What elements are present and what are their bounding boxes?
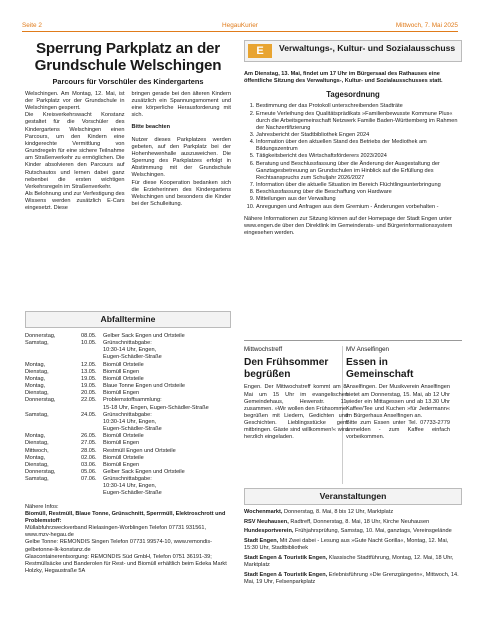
waste-cell: Gelber Sack Engen und Ortsteile [103,468,185,475]
lead-para-3: Als Belohnung und zur Verfestigung des Wissens werden zusätzlich E-Cars eingesetzt. Diese [25,191,125,212]
issue-date: Mittwoch, 7. Mai 2025 [395,22,458,29]
waste-cell: 26.05. [81,433,97,440]
committee-title: Verwaltungs-, Kultur- und Sozialausschuss [279,43,456,53]
waste-cell: Biomüll Ortsteile [103,361,144,368]
waste-cell: 10:30-14 Uhr, Engen, [103,483,157,490]
mittwochstreff-headline: Den Frühsommer begrüßen [244,356,329,380]
waste-cell [81,426,103,433]
waste-row [25,469,231,476]
waste-cell: Montag, [25,383,46,390]
waste-cell: Dienstag, [25,368,49,375]
mv-text: Anselfingen. Der Musikverein Anselfingen bietet am Donnerstag, 15. Mai, ab 12 Uhr wieder ein Mittagessen und ab 13.30 Uhr Kaffee/Tee und Kuchen »für Jedermann« im Bürgerhaus Anselfingen an. [346,384,450,419]
agenda-title: Tagesordnung [326,90,380,100]
committee-intro: Am Dienstag, 13. Mai, findet um 17 Uhr im Bürgersaal des Rathauses eine öffentliche Sitzung des Verwaltungs-, Kultur- und Sozialausschusses statt. [244,71,443,85]
agenda-item: 7. Information über die aktuelle Situation im Bereich Flüchtlingsunterbringung [256,182,462,189]
waste-row [25,354,231,361]
mittwochstreff-text: Engen. Der Mittwochstreff kommt am 8. Mai um 15 Uhr im evangelischen Gemeindehaus, Hewenstr. 11, zusammen. »Wir wollen den Frühsommer begrüßen mit Liedern, Gedichten und Geschichten. Lieblingsstücke gern mitbringen. Gäste sind willkommen!« wird herzlich eingeladen. [244,384,348,441]
waste-cell: 27.05. [81,440,97,447]
waste-schedule-table [25,333,231,498]
waste-cell [81,405,103,412]
waste-row [25,433,231,440]
waste-cell: Montag, [25,361,46,368]
event-item [244,519,462,526]
lead-para-4: bringen gerade bei den älteren Kindern zusätzlich ein Spannungsmoment und eine körperliche Herausforderung mit sich. [131,90,231,119]
section-divider [244,340,462,341]
lead-para-1: Welschingen. Am Montag, 12. Mai, ist der Parkplatz vor der Grundschule in Welschingen gesperrt. [25,90,125,112]
waste-row [25,476,231,483]
lead-headline: Sperrung Parkplatz an der Grundschule Welschingen [34,40,222,75]
waste-cell: Biomüll Engen [103,461,140,468]
event-organizer: RSV Neuhausen, [244,518,289,525]
waste-cell [81,347,103,354]
event-item [244,538,462,552]
waste-cell [25,490,81,497]
event-details: Erlebnisführung »Die Grenzgängerin«, Mittwoch, 14. Mai, 19 Uhr, Felsenparkplatz [244,571,459,585]
waste-row [25,419,231,426]
event-organizer: Wochenmarkt, [244,509,283,515]
waste-cell: Montag, [25,454,46,461]
waste-cell [25,426,81,433]
waste-cell: 12.05. [81,361,97,368]
waste-cell [81,354,103,361]
waste-cell: Grünschnittabgabe: [103,411,152,418]
waste-row [25,440,231,447]
waste-cell [81,419,103,426]
page-header [22,22,458,32]
agenda-item: 10. Anregungen und Anfragen aus dem Gremium - Änderungen vorbehalten - [256,204,462,211]
waste-cell: Problemstoffsammlung: [103,397,162,404]
waste-cell: 07.06. [81,476,97,483]
waste-row [25,483,231,490]
waste-cell [25,347,81,354]
event-organizer: Stadt Engen & Touristik Engen, [244,554,328,561]
waste-cell: 20.05. [81,390,97,397]
waste-row [25,405,231,412]
waste-cell: 22.05. [81,397,97,404]
waste-cell: Samstag, [25,340,49,347]
waste-cell: 15-18 Uhr, Engen, Eugen-Schädler-Straße [103,404,209,411]
waste-row [25,340,231,347]
waste-cell: 24.05. [81,411,97,418]
waste-row [25,448,231,455]
waste-schedule [25,311,231,575]
events-box [244,488,462,588]
waste-cell: Biomüll Ortsteile [103,375,144,382]
waste-row [25,347,231,354]
waste-cell: 10:30-14 Uhr, Engen, [103,418,157,425]
event-organizer: Stadt Engen, [244,537,279,544]
waste-cell [25,419,81,426]
event-organizer: Stadt Engen & Touristik Engen, [244,571,328,578]
waste-row [25,426,231,433]
event-item [244,528,462,535]
waste-cell [25,483,81,490]
agenda-item: 1. Bestimmung der das Protokoll unterschreibenden Stadträte [256,103,462,110]
waste-cell: 19.05. [81,383,97,390]
waste-cell: Montag, [25,375,46,382]
committee-outro: Nähere Informationen zur Sitzung können auf der Homepage der Stadt Engen unter www.engen.de über den Direktlink im Gemeinderats- und Bürgerinformationssystem eingesehen werden. [244,215,453,237]
waste-cell [81,483,103,490]
waste-cell [81,490,103,497]
publication-name: HegauKurier [222,22,258,29]
waste-cell: Donnerstag, [25,333,56,339]
events-list [244,509,462,586]
waste-info-1: Biomüll, Restmüll, Blaue Tonne, Grünschnitt, Sperrmüll, Elektroschrott und Problemstoff: [25,510,226,524]
waste-row [25,333,231,340]
event-item [244,555,462,569]
waste-row [25,455,231,462]
mv-text-2: Bitte zum Essen unter Tel. 07733-2779 anmelden - zum Kaffee einfach vorbeikommen. [346,420,450,441]
waste-cell: 10.05. [81,340,97,347]
event-item [244,572,462,586]
waste-info [25,504,231,576]
event-details: Donnerstag, 8. Mai, 8 bis 12 Uhr, Marktplatz [282,509,394,515]
agenda-item: 8. Beschlussfassung über die Beschaffung von Hardware [256,189,462,196]
article-mv-anselfingen [346,346,450,442]
waste-cell: Gelber Sack Engen und Ortsteile [103,333,185,339]
waste-cell: Eugen-Schädler-Straße [103,490,162,497]
waste-cell: Montag, [25,433,46,440]
committee-header [244,40,462,62]
waste-cell: 10:30-14 Uhr, Engen, [103,347,157,354]
waste-cell: 03.06. [81,461,97,468]
engen-logo-icon: E [248,44,272,58]
waste-cell: Biomüll Engen [103,440,140,447]
waste-cell [25,354,81,361]
waste-cell: Biomüll Engen [103,390,140,397]
waste-row [25,412,231,419]
waste-cell: 13.05. [81,368,97,375]
agenda-item: 4. Information über den aktuellen Stand des Betriebs der Mediothek am Bildungszentrum [256,139,462,153]
waste-cell: Eugen-Schädler-Straße [103,426,162,433]
waste-cell: Donnerstag, [25,468,56,475]
agenda-list [256,103,462,210]
waste-cell: Samstag, [25,411,49,418]
article-mittwochstreff [244,346,348,442]
mv-headline: Essen in Gemeinschaft [346,356,414,380]
lead-para-6: Nutzer dieses Parkplatzes werden gebeten, auf den Parkplatz bei der Hohenhewenhalle auszuweichen. Die Sperrung des Parkplatzes erfolgt in Abstimmung mit der Grundschule Welschingen. [131,136,231,179]
event-details: Klassische Stadtführung, Montag, 12. Mai, 18 Uhr, Marktplatz [244,554,454,568]
waste-cell: 05.06. [81,468,97,475]
event-details: Radtreff, Donnerstag, 8. Mai, 18 Uhr, Kirche Neuhausen [288,518,430,525]
waste-cell: Mittwoch, [25,447,49,454]
waste-cell: Biomüll Ortsteile [103,454,144,461]
waste-row [25,490,231,497]
lead-note-heading: Bitte beachten [131,124,171,131]
event-details: Frühjahrsprüfung, Samstag, 10. Mai, ganztags, Vereinsgelände [293,528,452,535]
waste-cell: Dienstag, [25,461,49,468]
mittwochstreff-kicker: Mittwochstreff [244,346,283,353]
waste-info-4: Glascontainerentsorgung: REMONDIS Süd GmbH, Telefon 0751 36191-39; Restmüllsäcke und Banderolen für Rest- und Biomüll erhältlich beim Edeka Markt Holzky, Hegaustraße 5A [25,553,227,574]
waste-cell: 02.06. [81,454,97,461]
waste-row [25,362,231,369]
lead-subheadline: Parcours für Vorschüler des Kindergartens [52,77,204,87]
waste-info-head: Nähere Infos: [25,503,59,510]
waste-row [25,462,231,469]
agenda-item: 5. Tätigkeitsbericht des Wirtschaftsförderers 2023/2024 [256,153,462,160]
waste-cell: Dienstag, [25,390,49,397]
page-number: Seite 2 [22,22,42,29]
waste-info-3: Gelbe Tonne: REMONDIS Singen Telefon 07731 99574-10, www.remondis-gelbetonne-lk-konstanz.de [25,539,212,553]
agenda-item: 3. Jahresbericht der Stadtbibliothek Engen 2024 [256,132,462,139]
event-details: Mit Zwei dabei - Lesung aus »Gute Nacht Gorilla«, Montag, 12. Mai, 15:30 Uhr, Stadtbibliothek [244,537,449,552]
waste-cell: Samstag, [25,476,49,483]
waste-cell: 19.05. [81,375,97,382]
lead-body [25,91,231,213]
events-title: Veranstaltungen [244,488,462,505]
lead-para-2: Die Kreisverkehrswacht Konstanz gestaltet für die Vorschüler des Kindergartens Welschingen einen Parcours, um den Kindern eine kindgerechte Vermittlung von Grundregeln für eine sichere Teilnahme am Straßenverkehr zu ermöglichen. Die Kinder absolvieren den Parcours auf Rutschautos und lernen dabei ganz nebenbei die ersten wichtigen Verkehrsregeln im Straßenverkehr. [25,112,125,190]
waste-cell: Biomüll Ortsteile [103,433,144,440]
agenda-item: 6. Beratung und Beschlussfassung über die Änderung der Ausgestaltung der Ganztagesbetreuung an Grundschulen im Hinblick auf die Erfüllung des Rechtsanspruchs zum Schuljahr 2026/2027 [256,161,462,182]
event-organizer: Hundesportverein, [244,528,294,535]
waste-cell: Grünschnittabgabe: [103,340,152,347]
waste-row [25,383,231,390]
waste-cell: 28.05. [81,447,97,454]
lead-article [25,40,231,212]
waste-cell [25,405,81,412]
waste-cell: Eugen-Schädler-Straße [103,354,162,361]
waste-cell: Dienstag, [25,440,49,447]
waste-cell: Restmüll Engen und Ortsteile [103,447,176,454]
waste-info-2: Müllabfuhrzweckverband Rielasingen-Worblingen Telefon 07731 931561, www.mzv-hegau.de [25,525,207,539]
waste-row [25,369,231,376]
lead-para-7: Für diese Kooperation bedanken sich die Erzieherinnen des Kindergartens Welschingen und besonders die Kinder bei der Schulleitung. [131,179,231,207]
waste-cell: Grünschnittabgabe: [103,476,152,483]
agenda-item: 2. Erneute Verleihung des Qualitätsprädikats »Familienbewusste Kommune Plus« durch die Arbeitsgemeinschaft Netzwerk Familie Baden-Württemberg im Rahmen der Nachzertifizierung [256,111,462,132]
event-item [244,509,462,516]
waste-cell: Blaue Tonne Engen und Ortsteile [103,383,185,390]
waste-schedule-title: Abfalltermine [25,311,231,328]
agenda-item: 9. Mitteilungen aus der Verwaltung [256,196,462,203]
waste-row [25,390,231,397]
waste-cell: Donnerstag, [25,397,56,404]
waste-cell: Biomüll Engen [103,368,140,375]
waste-cell: 08.05. [81,333,97,339]
mv-kicker: MV Anselfingen [346,346,389,353]
waste-row [25,397,231,404]
committee-notice [244,40,462,237]
waste-row [25,376,231,383]
